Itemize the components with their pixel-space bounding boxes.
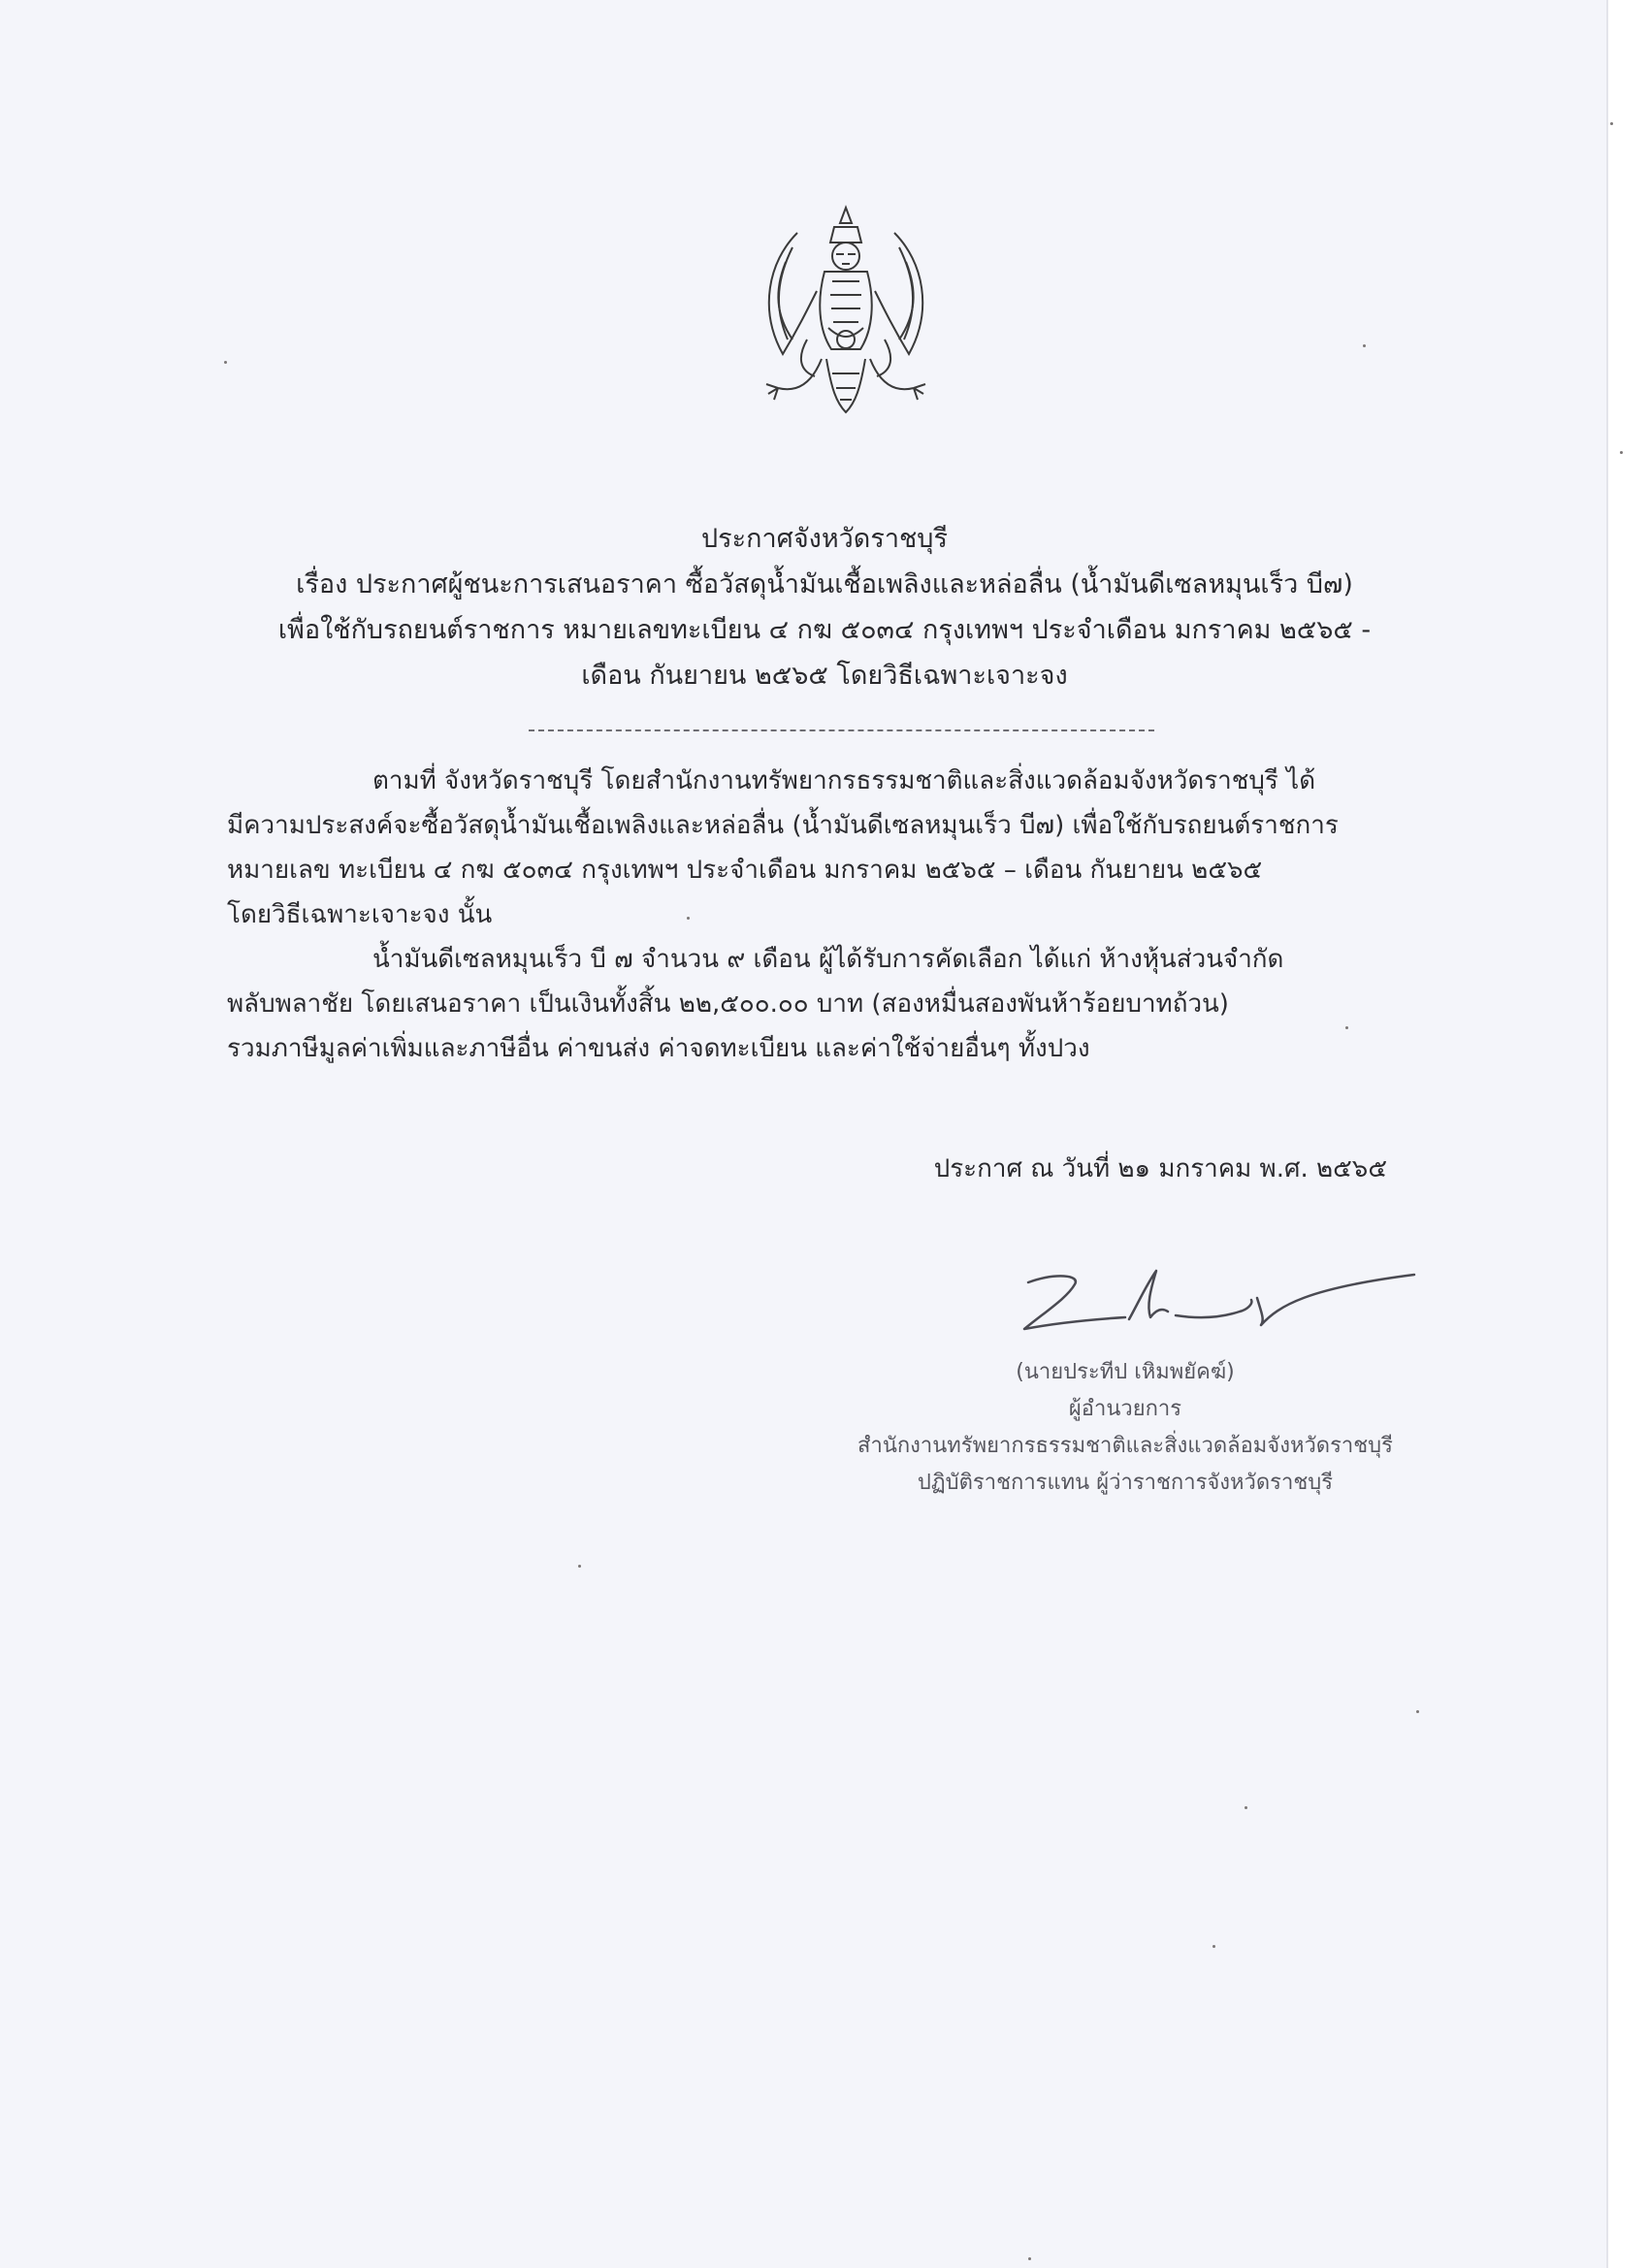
page-edge-line xyxy=(1606,0,1608,2268)
paragraph-1-line-3: หมายเลข ทะเบียน ๔ กฆ ๕๐๓๔ กรุงเทพฯ ประจำเดือน มกราคม ๒๕๖๕ – เดือน กันยายน ๒๕๖๕ xyxy=(227,856,1263,885)
signatory-acting-for: ปฏิบัติราชการแทน ผู้ว่าราชการจังหวัดราชบุรี xyxy=(917,1471,1334,1495)
scan-speck xyxy=(578,1565,581,1568)
subject-line-1: เรื่อง ประกาศผู้ชนะการเสนอราคา ซื้อวัสดุน้ำมันเชื้อเพลิงและหล่อลื่น (น้ำมันดีเซลหมุนเร็ว บี๗) xyxy=(296,569,1353,599)
scan-speck xyxy=(1028,2257,1031,2260)
signatory-office: สำนักงานทรัพยากรธรรมชาติและสิ่งแวดล้อมจังหวัดราชบุรี xyxy=(857,1434,1393,1458)
scan-speck xyxy=(1363,344,1366,347)
paragraph-1-line-4: โดยวิธีเฉพาะเจาะจง นั้น xyxy=(227,900,493,929)
announcement-date: ประกาศ ณ วันที่ ๒๑ มกราคม พ.ศ. ๒๕๖๕ xyxy=(933,1154,1387,1183)
subject-line-2: เพื่อใช้กับรถยนต์ราชการ หมายเลขทะเบียน ๔ กฆ ๕๐๓๔ กรุงเทพฯ ประจำเดือน มกราคม ๒๕๖๕ - xyxy=(277,615,1372,645)
scan-speck xyxy=(1610,122,1613,125)
garuda-emblem xyxy=(739,194,953,427)
signatory-position: ผู้อำนวยการ xyxy=(1068,1397,1182,1421)
scan-speck xyxy=(224,361,227,364)
paragraph-1-line-1: ตามที่ จังหวัดราชบุรี โดยสำนักงานทรัพยากรธรรมชาติและสิ่งแวดล้อมจังหวัดราชบุรี ได้ xyxy=(372,766,1316,795)
paragraph-1-line-2: มีความประสงค์จะซื้อวัสดุน้ำมันเชื้อเพลิงและหล่อลื่น (น้ำมันดีเซลหมุนเร็ว บี๗) เพื่อใช้กับรถยนต์ราชการ xyxy=(227,811,1339,840)
document-title: ประกาศจังหวัดราชบุรี xyxy=(701,524,948,554)
signatory-name: (นายประทีป เหิมพยัคฆ์) xyxy=(1016,1360,1235,1384)
signatory-block xyxy=(805,1354,1445,1502)
paragraph-2-line-1: น้ำมันดีเซลหมุนเร็ว บี ๗ จำนวน ๙ เดือน ผู้ได้รับการคัดเลือก ได้แก่ ห้างหุ้นส่วนจำกัด xyxy=(372,945,1284,974)
scan-speck xyxy=(1620,451,1623,454)
subject-line-3: เดือน กันยายน ๒๕๖๕ โดยวิธีเฉพาะเจาะจง xyxy=(581,661,1068,691)
scan-speck xyxy=(1416,1710,1419,1713)
paragraph-2-line-2: พลับพลาชัย โดยเสนอราคา เป็นเงินทั้งสิ้น ๒๒,๕๐๐.๐๐ บาท (สองหมื่นสองพันห้าร้อยบาทถ้วน) xyxy=(227,989,1229,1019)
handwritten-signature xyxy=(1017,1261,1424,1348)
announcement-body xyxy=(227,759,1391,1071)
page-right-margin xyxy=(1608,0,1649,2268)
scan-speck xyxy=(1245,1806,1247,1809)
paragraph-2-line-3: รวมภาษีมูลค่าเพิ่มและภาษีอื่น ค่าขนส่ง ค่าจดทะเบียน และค่าใช้จ่ายอื่นๆ ทั้งปวง xyxy=(227,1034,1090,1063)
scan-speck xyxy=(1212,1945,1215,1948)
announcement-heading xyxy=(204,516,1445,698)
dashed-divider xyxy=(529,729,1154,731)
